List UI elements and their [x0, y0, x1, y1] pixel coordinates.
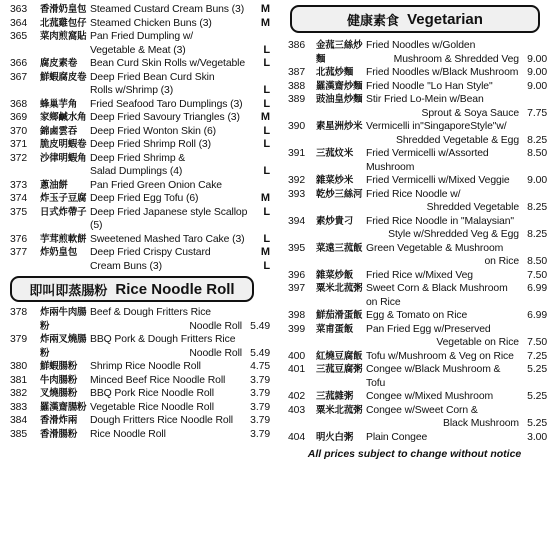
menu-item [282, 39, 547, 66]
item-english-name [366, 431, 519, 445]
menu-item [0, 138, 270, 152]
item-number: 388 [288, 80, 306, 92]
item-name-line: Fried Seafood Taro Dumplings (3) [90, 98, 243, 110]
item-number: 371 [10, 139, 28, 150]
menu-item [0, 71, 270, 98]
menu-item [282, 431, 547, 445]
item-number: 378 [10, 307, 28, 318]
item-number: 390 [288, 121, 306, 132]
item-chinese-name: 三菰豆腐粥 [316, 364, 363, 375]
item-name-line: Steamed Chicken Buns (3) [90, 17, 212, 29]
item-chinese-name: 菜遠三菰飯 [316, 242, 363, 254]
item-price: 8.25 [527, 229, 547, 240]
item-name-line: BBQ Pork Rice Noodle Roll [90, 388, 214, 399]
item-english-name [366, 39, 519, 66]
item-number: 377 [10, 247, 28, 258]
item-name-line: Fried Vermicelli w/Assorted Mushroom [366, 148, 489, 173]
menu-item [282, 269, 547, 283]
item-number: 364 [10, 17, 28, 29]
item-name-line: Mushroom & Shredded Veg [393, 53, 519, 65]
item-english-name [90, 179, 254, 193]
item-english-name [90, 57, 254, 71]
item-english-name [90, 387, 242, 401]
item-price: 8.50 [527, 256, 547, 267]
item-price: 6.99 [527, 283, 547, 294]
item-name-line: Stir Fried Lo-Mein w/Bean [366, 94, 484, 105]
item-price: 5.49 [250, 320, 270, 332]
menu-item [282, 404, 547, 431]
menu-item [0, 111, 270, 125]
item-chinese-name: 豉油皇炒麵 [316, 94, 363, 105]
menu-item [0, 360, 270, 374]
menu-item [0, 179, 270, 193]
item-english-name [366, 323, 519, 350]
item-chinese-name: 金菰三絲炒麵 [316, 40, 363, 65]
item-name-line: Sweet Corn & Black Mushroom on Rice [366, 283, 508, 308]
item-name-line: Shrimp Rice Noodle Roll [90, 361, 201, 372]
left-column [0, 0, 270, 441]
item-chinese-name: 叉燒腸粉 [40, 388, 78, 399]
item-chinese-name: 羅漢齋腸粉 [40, 401, 87, 413]
item-name-line: Noodle Roll [189, 320, 242, 332]
item-name-line: Fried Rice w/Mixed Veg [366, 269, 473, 281]
item-name-line: Vegetable & Meat (3) [90, 44, 186, 56]
item-chinese-name: 菜甫蛋飯 [316, 323, 354, 335]
item-number: 381 [10, 374, 28, 386]
menu-item [282, 174, 547, 188]
item-chinese-name: 鮮蝦腐皮卷 [40, 71, 87, 83]
vegetarian-list [282, 39, 547, 444]
item-name-line: Deep Fried Egg Tofu (6) [90, 193, 199, 204]
item-english-name [90, 206, 254, 233]
item-chinese-name: 明火白粥 [316, 431, 354, 443]
item-size-code: M [260, 192, 270, 204]
menu-item [282, 147, 547, 174]
item-price: 4.75 [250, 361, 270, 372]
item-number: 376 [10, 233, 28, 245]
item-english-name [90, 306, 242, 333]
item-chinese-name: 粟米北菰粥 [316, 404, 363, 416]
item-english-name [366, 282, 519, 309]
item-number: 367 [10, 71, 28, 83]
menu-item [0, 98, 270, 112]
item-number: 375 [10, 206, 28, 218]
menu-item [0, 30, 270, 57]
item-english-name [90, 17, 254, 31]
item-name-line: Dough Fritters Rice Noodle Roll [90, 415, 234, 426]
item-price: 5.49 [250, 347, 270, 359]
item-chinese-name: 北菰炒麵 [316, 67, 354, 78]
item-chinese-name: 香滑炸兩 [40, 415, 78, 426]
menu-item [0, 414, 270, 428]
item-english-name [90, 414, 242, 428]
item-chinese-name: 三菰炆米 [316, 148, 354, 159]
item-name-line: Green Vegetable & Mushroom [366, 242, 504, 254]
item-name-line: Vermicelli in"SingaporeStyle"w/ [366, 121, 507, 132]
item-size-code: M [260, 3, 270, 15]
item-english-name [90, 428, 242, 442]
item-english-name [90, 125, 254, 139]
item-name-line: Beef & Dough Fritters Rice [90, 307, 211, 318]
item-name-line: on Rice [484, 256, 519, 267]
price-footnote: All prices subject to change without notice [307, 448, 522, 460]
menu-item [0, 125, 270, 139]
item-english-name [90, 3, 254, 17]
item-price: 9.00 [527, 53, 547, 65]
menu-item [0, 401, 270, 415]
item-name-line: Egg & Tomato on Rice [366, 310, 468, 321]
item-price: 9.00 [527, 80, 547, 92]
item-chinese-name: 蔥油餅 [40, 179, 68, 191]
item-name-line: Sprout & Soya Sauce [421, 107, 519, 119]
item-price: 8.50 [527, 148, 547, 159]
item-english-name [90, 138, 254, 152]
item-name-line: Vegetable on Rice [436, 337, 519, 348]
item-chinese-name: 北菰雞包仔 [40, 17, 87, 29]
item-name-line: Plain Congee [366, 431, 428, 443]
item-name-line: Fried Rice Noodle in "Malaysian" [366, 215, 514, 227]
item-english-name [90, 401, 242, 415]
item-english-name [366, 390, 519, 404]
menu-item [0, 428, 270, 442]
item-number: 397 [288, 283, 306, 294]
item-name-line: Pan Fried Green Onion Cake [90, 179, 222, 191]
item-number: 395 [288, 242, 306, 254]
item-number: 392 [288, 175, 306, 186]
item-chinese-name: 家鄉鹹水角 [40, 112, 87, 123]
item-price: 5.25 [527, 391, 547, 402]
item-english-name [90, 192, 254, 206]
item-chinese-name: 鮮蝦腸粉 [40, 361, 78, 372]
item-english-name [366, 215, 519, 242]
item-name-line: Bean Curd Skin Rolls w/Vegetable [90, 58, 246, 69]
item-number: 370 [10, 125, 28, 137]
menu-item [0, 57, 270, 71]
item-price: 9.00 [527, 67, 547, 78]
item-english-name [90, 333, 242, 360]
item-name-line: Pan Fried Dumpling w/ [90, 31, 194, 42]
item-english-name [366, 242, 519, 269]
item-price: 8.25 [527, 134, 547, 146]
item-english-name [366, 363, 519, 390]
item-chinese-name: 脆皮明蝦卷 [40, 139, 87, 150]
item-chinese-name: 香滑腸粉 [40, 428, 78, 440]
item-size-code: M L [260, 246, 270, 272]
item-name-line: Style w/Shredded Veg & Egg [388, 229, 519, 240]
right-column [282, 0, 547, 460]
item-size-code: L [263, 124, 270, 137]
menu-item [0, 374, 270, 388]
item-number: 383 [10, 401, 28, 413]
item-price: 3.00 [527, 431, 547, 443]
menu-item [0, 246, 270, 273]
item-price: 6.99 [527, 310, 547, 321]
rice-roll-list [0, 306, 270, 441]
item-price: 8.25 [527, 202, 547, 213]
menu-item [282, 363, 547, 390]
item-chinese-name: 菜肉煎窩貼 [40, 31, 87, 42]
item-english-name [366, 269, 519, 283]
item-english-name [90, 233, 254, 247]
item-price: 3.79 [250, 374, 270, 386]
item-name-line: Cream Buns (3) [90, 260, 162, 272]
item-name-line: Fried Rice Noodle w/ [366, 188, 461, 200]
item-number: 379 [10, 334, 28, 345]
item-name-line: Vegetable Rice Noodle Roll [90, 401, 214, 413]
item-number: 365 [10, 31, 28, 42]
item-english-name [366, 120, 519, 147]
item-chinese-name: 三菰雜粥 [316, 391, 354, 402]
item-number: 384 [10, 415, 28, 426]
item-number: 401 [288, 364, 306, 375]
item-size-code: L [263, 165, 270, 177]
menu-item [282, 350, 547, 364]
item-number: 387 [288, 67, 306, 78]
menu-item [0, 387, 270, 401]
item-number: 372 [10, 152, 28, 164]
item-size-code: L [263, 138, 270, 150]
item-name-line: Tofu w/Mushroom & Veg on Rice [366, 350, 514, 362]
item-price: 7.50 [527, 269, 547, 281]
item-chinese-name: 鮮茄滑蛋飯 [316, 310, 363, 321]
item-name-line: Shredded Vegetable & Egg [396, 134, 519, 146]
item-english-name [90, 111, 254, 125]
item-name-line: Fried Noodles w/Golden [366, 40, 476, 51]
item-number: 373 [10, 179, 28, 191]
item-name-line: Deep Fried Wonton Skin (6) [90, 125, 216, 137]
item-number: 403 [288, 404, 306, 416]
menu-item [0, 206, 270, 233]
item-number: 368 [10, 98, 28, 110]
menu-item [0, 152, 270, 179]
item-name-line: Deep Fried Bean Curd Skin [90, 71, 215, 83]
vegetarian-header-en: Vegetarian [407, 10, 483, 28]
dim-sum-list [0, 0, 270, 273]
item-price: 5.25 [527, 418, 547, 429]
item-size-code: L [263, 97, 270, 110]
item-chinese-name: 炸玉子豆腐 [40, 193, 87, 204]
item-english-name [366, 404, 519, 431]
item-english-name [90, 152, 254, 179]
item-english-name [90, 71, 254, 98]
item-english-name [366, 350, 519, 364]
item-price: 5.25 [527, 364, 547, 375]
item-name-line: Deep Fried Shrimp Roll (3) [90, 139, 211, 150]
item-number: 369 [10, 112, 28, 123]
item-price: 3.79 [250, 401, 270, 413]
item-english-name [366, 309, 519, 323]
item-english-name [366, 66, 519, 80]
item-chinese-name: 素星洲炒米 [316, 121, 363, 132]
menu-item [282, 242, 547, 269]
menu-item [0, 3, 270, 17]
item-chinese-name: 炸兩叉燒腸粉 [40, 334, 87, 359]
item-number: 380 [10, 361, 28, 372]
item-chinese-name: 雜菜炒飯 [316, 269, 354, 281]
item-chinese-name: 香滑奶皇包 [40, 4, 87, 15]
item-number: 374 [10, 193, 28, 204]
item-name-line: Deep Fried Japanese style Scallop (5) [90, 206, 248, 231]
rice-roll-header [10, 276, 254, 302]
menu-item [282, 215, 547, 242]
item-english-name [366, 80, 519, 94]
item-number: 382 [10, 388, 28, 399]
item-english-name [90, 246, 254, 273]
item-price: 9.00 [527, 175, 547, 186]
menu-item [0, 233, 270, 247]
item-number: 391 [288, 148, 306, 159]
vegetarian-header [290, 5, 540, 33]
item-chinese-name: 素炒貴刁 [316, 215, 354, 227]
item-size-code: M [260, 16, 270, 29]
item-name-line: Salad Dumplings (4) [90, 166, 183, 177]
item-size-code: L [263, 57, 270, 69]
item-name-line: Deep Fried Savoury Triangles (3) [90, 112, 240, 123]
vegetarian-header-zh: 健康素食 [347, 13, 400, 29]
menu-item [282, 80, 547, 94]
rice-roll-header-zh: 即叫即蒸腸粉 [29, 283, 108, 299]
item-english-name [90, 360, 242, 374]
item-chinese-name: 腐皮素卷 [40, 58, 78, 69]
menu-item [282, 282, 547, 309]
item-name-line: BBQ Pork & Dough Fritters Rice [90, 334, 236, 345]
item-chinese-name: 炸兩牛肉腸粉 [40, 307, 87, 332]
item-chinese-name: 乾炒三絲河 [316, 188, 363, 200]
item-number: 394 [288, 215, 306, 227]
item-english-name [366, 174, 519, 188]
item-number: 385 [10, 428, 28, 440]
item-price: 3.79 [250, 428, 270, 440]
item-name-line: Congee w/Black Mushroom & Tofu [366, 364, 501, 389]
item-name-line: Pan Fried Egg w/Preserved [366, 323, 491, 335]
item-number: 366 [10, 58, 28, 69]
menu-item [0, 306, 270, 333]
item-name-line: Fried Vermicelli w/Mixed Veggie [366, 175, 510, 186]
item-chinese-name: 沙律明蝦角 [40, 152, 87, 164]
item-name-line: Congee w/Sweet Corn & [366, 404, 478, 416]
rice-roll-header-en: Rice Noodle Roll [115, 280, 235, 298]
item-chinese-name: 羅漢齋炒麵 [316, 80, 363, 92]
item-price: 7.50 [527, 337, 547, 348]
menu-item [282, 323, 547, 350]
item-name-line: Rice Noodle Roll [90, 428, 166, 440]
menu-item [282, 93, 547, 120]
menu-item [282, 309, 547, 323]
item-size-code: L [263, 205, 270, 218]
item-chinese-name: 芋茸煎軟餅 [40, 233, 87, 245]
menu-item [282, 390, 547, 404]
item-number: 396 [288, 269, 306, 281]
item-name-line: Minced Beef Rice Noodle Roll [90, 374, 226, 386]
menu-item [0, 17, 270, 31]
item-number: 404 [288, 431, 306, 443]
item-size-code: L [263, 43, 270, 56]
item-name-line: Rolls w/Shrimp (3) [90, 85, 174, 96]
item-name-line: Congee w/Mixed Mushroom [366, 391, 494, 402]
item-size-code: L [263, 84, 270, 96]
item-number: 363 [10, 4, 28, 15]
item-name-line: Sweetened Mashed Taro Cake (3) [90, 233, 245, 245]
item-name-line: Black Mushroom [443, 418, 519, 429]
item-price: 7.25 [527, 350, 547, 362]
item-chinese-name: 牛肉腸粉 [40, 374, 78, 386]
item-name-line: Steamed Custard Cream Buns (3) [90, 4, 245, 15]
item-chinese-name: 紅燒豆腐飯 [316, 350, 363, 362]
item-number: 398 [288, 310, 306, 321]
menu-item [282, 66, 547, 80]
item-price: 3.79 [250, 388, 270, 399]
menu-item [282, 188, 547, 215]
item-size-code: L [263, 232, 270, 245]
menu-item [0, 192, 270, 206]
item-size-code: M [260, 111, 270, 123]
item-name-line: Fried Noodles w/Black Mushroom [366, 67, 519, 78]
menu-item [0, 333, 270, 360]
item-price: 7.75 [527, 107, 547, 119]
item-chinese-name: 粟米北菰粥 [316, 283, 363, 294]
item-number: 386 [288, 40, 306, 51]
item-number: 389 [288, 94, 306, 105]
item-english-name [90, 98, 254, 112]
menu-item [282, 120, 547, 147]
item-chinese-name: 炸奶皇包 [40, 247, 78, 258]
item-number: 393 [288, 188, 306, 200]
item-chinese-name: 雜菜炒米 [316, 175, 354, 186]
item-name-line: Shredded Vegetable [426, 202, 519, 213]
item-chinese-name: 日式炸帶子 [40, 206, 87, 218]
item-english-name [90, 30, 254, 57]
item-name-line: Deep Fried Crispy Custard [90, 247, 211, 258]
item-price: 3.79 [250, 415, 270, 426]
item-name-line: Fried Noodle "Lo Han Style" [366, 80, 493, 92]
item-name-line: Deep Fried Shrimp & [90, 152, 186, 164]
item-number: 400 [288, 350, 306, 362]
item-english-name [366, 147, 519, 174]
item-chinese-name: 錦鹵雲吞 [40, 125, 78, 137]
item-english-name [90, 374, 242, 388]
item-number: 402 [288, 391, 306, 402]
item-english-name [366, 188, 519, 215]
item-number: 399 [288, 323, 306, 335]
item-chinese-name: 蜂巢芋角 [40, 98, 78, 110]
item-english-name [366, 93, 519, 120]
item-name-line: Noodle Roll [189, 347, 242, 359]
